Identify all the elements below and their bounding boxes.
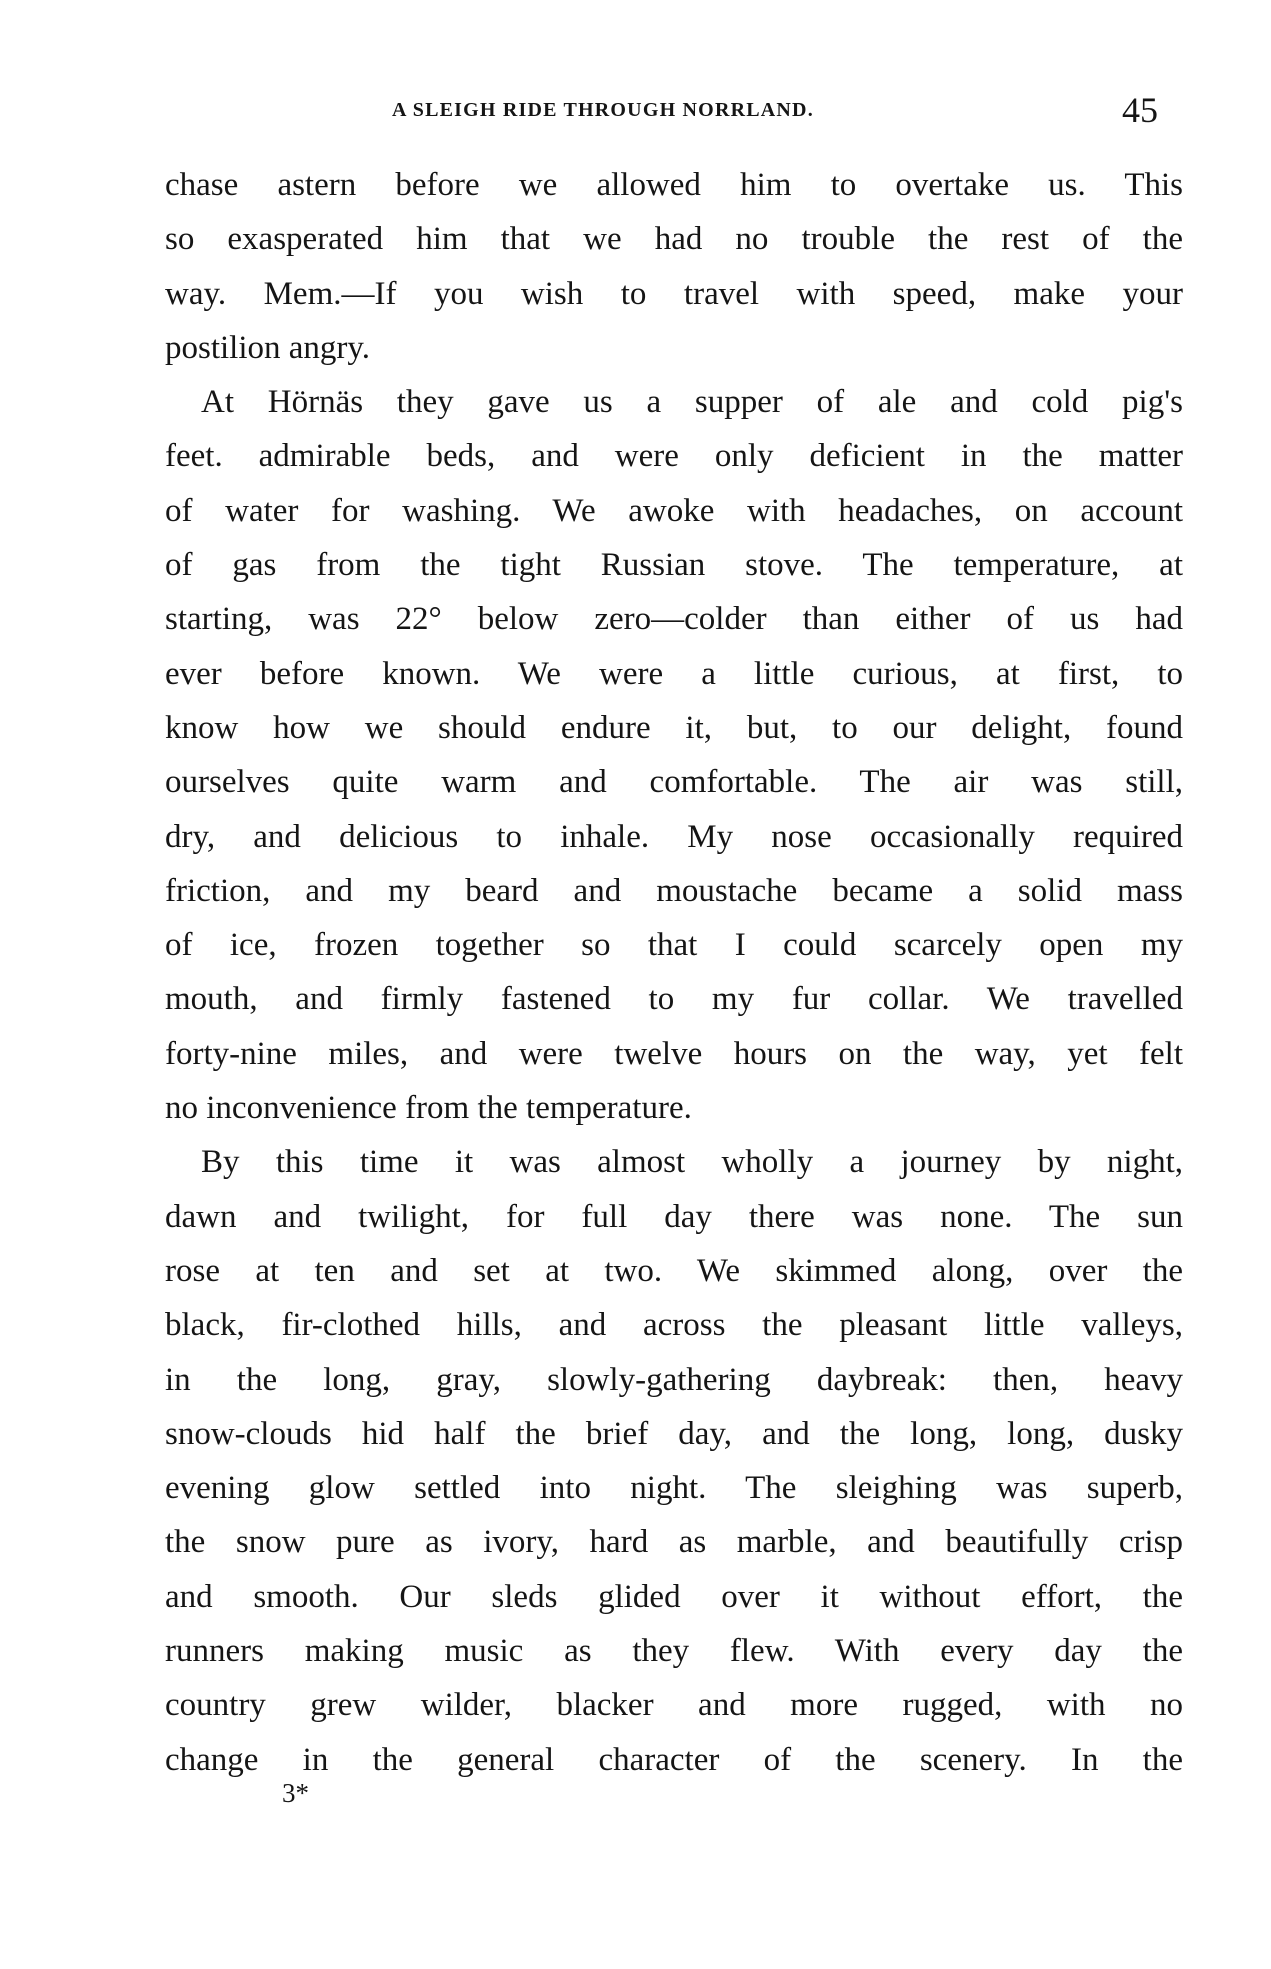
text-line: chase astern before we allowed him to overtake us. This [165, 167, 1183, 203]
page-number: 45 [1122, 90, 1158, 130]
text-line: and smooth. Our sleds glided over it without effort, the [165, 1578, 1183, 1615]
text-line: By this time it was almost wholly a journey by night, [201, 1144, 1183, 1181]
signature-mark: 3* [282, 1778, 309, 1808]
text-line: in the long, gray, slowly-gathering daybreak: then, heavy [165, 1361, 1183, 1398]
text-line: so exasperated him that we had no trouble the rest of the [165, 221, 1183, 258]
text-line: know how we should endure it, but, to our delight, found [165, 709, 1183, 746]
text-line: black, fir-clothed hills, and across the pleasant little valleys, [165, 1307, 1183, 1344]
text-line: postilion angry. [165, 329, 371, 366]
text-line: feet. admirable beds, and were only deficient in the matter [165, 438, 1183, 475]
text-line: forty-nine miles, and were twelve hours on the way, yet felt [165, 1035, 1183, 1072]
text-line: country grew wilder, blacker and more rugged, with no [165, 1687, 1183, 1724]
text-line: evening glow settled into night. The sleighing was superb, [165, 1470, 1183, 1507]
text-line: dawn and twilight, for full day there was none. The sun [165, 1198, 1183, 1235]
text-line: of water for washing. We awoke with headaches, on account [165, 492, 1183, 529]
text-line: no inconvenience from the temperature. [165, 1090, 692, 1127]
body-text [165, 158, 1183, 1787]
text-line: the snow pure as ivory, hard as marble, and beautifully crisp [165, 1524, 1183, 1561]
text-line: rose at ten and set at two. We skimmed along, over the [165, 1252, 1183, 1289]
text-line: snow-clouds hid half the brief day, and the long, long, dusky [165, 1415, 1183, 1452]
text-line: mouth, and firmly fastened to my fur collar. We travelled [165, 981, 1183, 1018]
text-line: ever before known. We were a little curious, at first, to [165, 655, 1183, 692]
text-line: friction, and my beard and moustache became a solid mass [165, 872, 1183, 909]
text-line: of gas from the tight Russian stove. The temperature, at [165, 547, 1183, 584]
text-line: way. Mem.—If you wish to travel with speed, make your [165, 275, 1183, 312]
text-line: starting, was 22° below zero—colder than either of us had [165, 601, 1183, 638]
text-line: change in the general character of the scenery. In the [165, 1741, 1183, 1778]
text-line: dry, and delicious to inhale. My nose occasionally required [165, 818, 1183, 855]
text-line: runners making music as they flew. With every day the [165, 1633, 1183, 1670]
running-head [0, 90, 1271, 135]
text-line: of ice, frozen together so that I could scarcely open my [165, 927, 1183, 964]
running-title: A SLEIGH RIDE THROUGH NORRLAND. [392, 99, 814, 121]
text-line: At Hörnäs they gave us a supper of ale and cold pig's [201, 384, 1183, 421]
text-line: ourselves quite warm and comfortable. The air was still, [165, 764, 1183, 801]
